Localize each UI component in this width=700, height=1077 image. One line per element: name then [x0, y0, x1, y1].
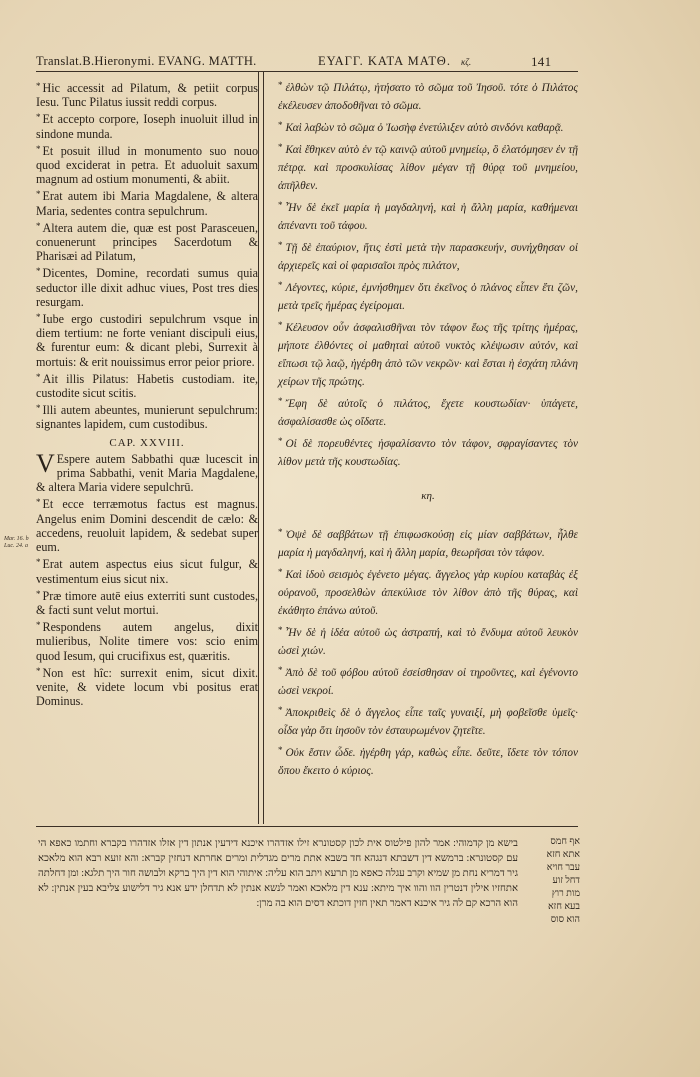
latin-verse-1: VEspere autem Sabbathi quæ lucescit in prima Sabbathi, venit Maria Magdalene, & altera Maria videre sepulchrū. — [36, 448, 258, 495]
aramaic-side-glosses — [528, 836, 580, 927]
greek-verse-5: * Ἀποκριθεὶς δὲ ὁ ἄγγελος εἶπε ταῖς γυναιξί, μὴ φοβεῖσθε ὑμεῖς· οἶδα γὰρ ὅτι ἰησοῦν τὸν ἐσταυρωμένον ζητεῖτε. — [278, 705, 578, 737]
latin-verse-65: * Ait illis Pilatus: Habetis custodiam. ite, custodite sicut scitis. — [36, 371, 258, 401]
greek-verse-59: * Καὶ λαβὼν τὸ σῶμα ὁ Ἰωσὴφ ἐνετύλιξεν αὐτὸ σινδόνι καθαρᾷ. — [278, 120, 564, 134]
aramaic-text-block: בישא מן קדמוהי: אמר להון פילטוס אית לכון קסטונרא זילו אזדהרו איכנא דידעין אנתון דין אזלו אזדהרו בקברא וחתמו כאפא הי עם קסטונרא: ברמשא דין דשבתא דנגהא חד בשבא אתת מרים מגדלית ומרים אחרתא דנחזין קברא: והא זועא רבא הוא מלאכא גיר דמריא נחת מן שמיא וקרב עגלה כאפא מן תרעא ויתב הוא עליה: איתוהי הוא דין היך ברקא ולבושה חור היך תלגא: ומן דחלתה אתחזיו אילין דנטרין הוו והוו איך מיתא: ענא דין מלאכא ואמר לנשא אנתין לא תדחלן ידע אנא גיר דלישוע צליבא בעין אנתין: לא הוא הרכא קם לה גיר איכנא דאמר תאין חזין דוכתא דסים הוא בה מרן: — [38, 838, 518, 909]
greek-column — [278, 76, 578, 781]
gloss-line: דחל זוע — [552, 876, 580, 886]
gloss-line: הוא סוס — [550, 915, 580, 925]
greek-verse-66: * Οἱ δὲ πορευθέντες ἠσφαλίσαντο τὸν τάφον, σφραγίσαντες τὸν λίθον μετὰ τῆς κουστωδίας. — [278, 436, 578, 468]
running-head-left: Translat.B.Hieronymi. EVANG. MATTH. — [36, 54, 257, 68]
latin-verse-4: * Præ timore autē eius exterriti sunt custodes, & facti sunt velut mortui. — [36, 588, 258, 617]
greek-verse-61: * Ἦν δὲ ἐκεῖ μαρία ἡ μαγδαληνή, καὶ ἡ ἄλλη μαρία, καθήμεναι ἀπέναντι τοῦ τάφου. — [278, 200, 578, 232]
latin-verse-5: * Respondens autem angelus, dixit mulieribus, Nolite timere vos: scio enim quod Iesum, qui crucifixus est, quæritis. — [36, 620, 258, 663]
column-divider-left — [258, 72, 259, 824]
gloss-line: מות רוץ — [551, 889, 580, 899]
latin-verse-60: * Et posuit illud in monumento suo nouo quod exciderat in petra. Et aduoluit saxum magnum ad ostium monumenti, & abiit. — [36, 143, 258, 187]
latin-verse-59: * Et accepto corpore, Ioseph inuoluit illud in sindone munda. — [36, 112, 258, 141]
page-number: 141 — [531, 54, 552, 69]
top-rule — [36, 71, 578, 72]
latin-verse-66: * Illi autem abeuntes, munierunt sepulchrum: signantes lapidem, cum custodibus. — [36, 403, 258, 432]
greek-verse-2: * Καὶ ἰδοὺ σεισμὸς ἐγένετο μέγας. ἄγγελος γὰρ κυρίου καταβὰς ἐξ οὐρανοῦ, προσελθὼν ἀπεκύλισε τὸν λίθον ἀπὸ τῆς θύρας, καὶ ἐκάθητο ἐπάνω αὐτοῦ. — [278, 567, 578, 617]
column-divider-right — [263, 72, 264, 824]
greek-verse-62: * Τῇ δὲ ἐπαύριον, ἥτις ἐστὶ μετὰ τὴν παρασκευήν, συνήχθησαν οἱ ἀρχιερεῖς καὶ οἱ φαρισαῖοι πρὸς πιλάτον, — [278, 240, 578, 272]
gloss-line: בעא חזא — [547, 902, 580, 912]
gloss-line: עבר חויא — [546, 863, 580, 873]
greek-verse-1: * Ὀψὲ δὲ σαββάτων τῇ ἐπιφωσκούσῃ εἰς μίαν σαββάτων, ἦλθε μαρία ἡ μαγδαληνή, καὶ ἡ ἄλλη μαρία, θεωρῆσαι τὸν τάφον. — [278, 527, 578, 559]
latin-verse-61: * Erat autem ibi Maria Magdalene, & altera Maria, sedentes contra sepulchrum. — [36, 189, 258, 218]
bottom-rule — [36, 826, 578, 827]
latin-column — [36, 78, 258, 708]
gloss-line: אתא חזא — [546, 850, 580, 860]
greek-chapter-heading: κη. — [421, 490, 435, 502]
running-head-greek — [318, 54, 471, 69]
greek-verse-3: * Ἦν δὲ ἡ ἰδέα αὐτοῦ ὡς ἀστραπή, καὶ τὸ ἔνδυμα αὐτοῦ λευκὸν ὡσεὶ χιών. — [278, 625, 578, 657]
latin-verse-64: * Iube ergo custodiri sepulchrum vsque in diem tertium: ne forte veniant discipuli eius, & furentur eum: & dicant plebi, Surrexit à mortuis: & erit nouissimus error peior priore. — [36, 312, 258, 369]
gloss-line: אף חמס — [550, 837, 580, 847]
greek-verse-65: * Ἔφη δὲ αὐτοῖς ὁ πιλάτος, ἔχετε κουστωδίαν· ὑπάγετε, ἀσφαλίσασθε ὡς οἴδατε. — [278, 396, 578, 428]
latin-verse-63: * Dicentes, Domine, recordati sumus quia seductor ille dixit adhuc viues, Post tres dies resurgam. — [36, 266, 258, 309]
latin-verse-3: * Erat autem aspectus eius sicut fulgur, & vestimentum eius sicut nix. — [36, 557, 258, 586]
greek-verse-6: * Οὐκ ἔστιν ὧδε. ἠγέρθη γάρ, καθὼς εἶπε. δεῦτε, ἴδετε τὸν τόπον ὅπου ἔκειτο ὁ κύριος. — [278, 745, 578, 777]
greek-verse-64: * Κέλευσον οὖν ἀσφαλισθῆναι τὸν τάφον ἕως τῆς τρίτης ἡμέρας, μήποτε ἐλθόντες οἱ μαθηταὶ αὐτοῦ νυκτὸς κλέψωσιν αὐτόν, καὶ εἴπωσι τῷ λαῷ, ἠγέρθη ἀπὸ τῶν νεκρῶν· καὶ ἔσται ἡ ἐσχάτη πλάνη χείρων τῆς πρώτης. — [278, 320, 578, 388]
latin-chapter-heading: CAP. XXVIII. — [109, 436, 185, 449]
latin-verse-6: * Non est hîc: surrexit enim, sicut dixit. venite, & videte locum vbi positus erat Dominus. — [36, 665, 258, 709]
greek-verse-63: * Λέγοντες, κύριε, ἐμνήσθημεν ὅτι ἐκεῖνος ὁ πλάνος εἶπεν ἔτι ζῶν, μετὰ τρεῖς ἡμέρας ἐγείρομαι. — [278, 280, 578, 312]
margin-note: Mar. 16. b Luc. 24. a — [4, 536, 29, 549]
running-head-greek-title: ΕΥΑΓΓ. ΚΑΤΑ ΜΑΤΘ. — [318, 54, 451, 68]
greek-verse-60: * Καὶ ἔθηκεν αὐτὸ ἐν τῷ καινῷ αὐτοῦ μνημείῳ, ὃ ἐλατόμησεν ἐν τῇ πέτρᾳ. καὶ προσκυλίσας λίθον μέγαν τῇ θύρᾳ τοῦ μνημείου, ἀπῆλθεν. — [278, 142, 578, 192]
latin-verse-62: * Altera autem die, quæ est post Parasceuen, conuenerunt principes Sacerdotum & Pharisæi ad Pilatum, — [36, 220, 258, 264]
latin-verse-2: * Et ecce terræmotus factus est magnus. Angelus enim Domini descendit de cælo: & accedens, reuoluit lapidem, & sedebat super eum. — [36, 497, 258, 555]
running-head-chapter: κζ. — [460, 57, 472, 67]
greek-verse-58: * ἐλθὼν τῷ Πιλάτῳ, ἠτήσατο τὸ σῶμα τοῦ Ἰησοῦ. τότε ὁ Πιλάτος ἐκέλευσεν ἀποδοθῆναι τὸ σῶμα. — [278, 80, 578, 112]
greek-verse-4: * Ἀπὸ δὲ τοῦ φόβου αὐτοῦ ἐσείσθησαν οἱ τηροῦντες, καὶ ἐγένοντο ὡσεὶ νεκροί. — [278, 665, 578, 697]
latin-verse-58: * Hic accessit ad Pilatum, & petiit corpus Iesu. Tunc Pilatus iussit reddi corpus. — [36, 81, 258, 110]
